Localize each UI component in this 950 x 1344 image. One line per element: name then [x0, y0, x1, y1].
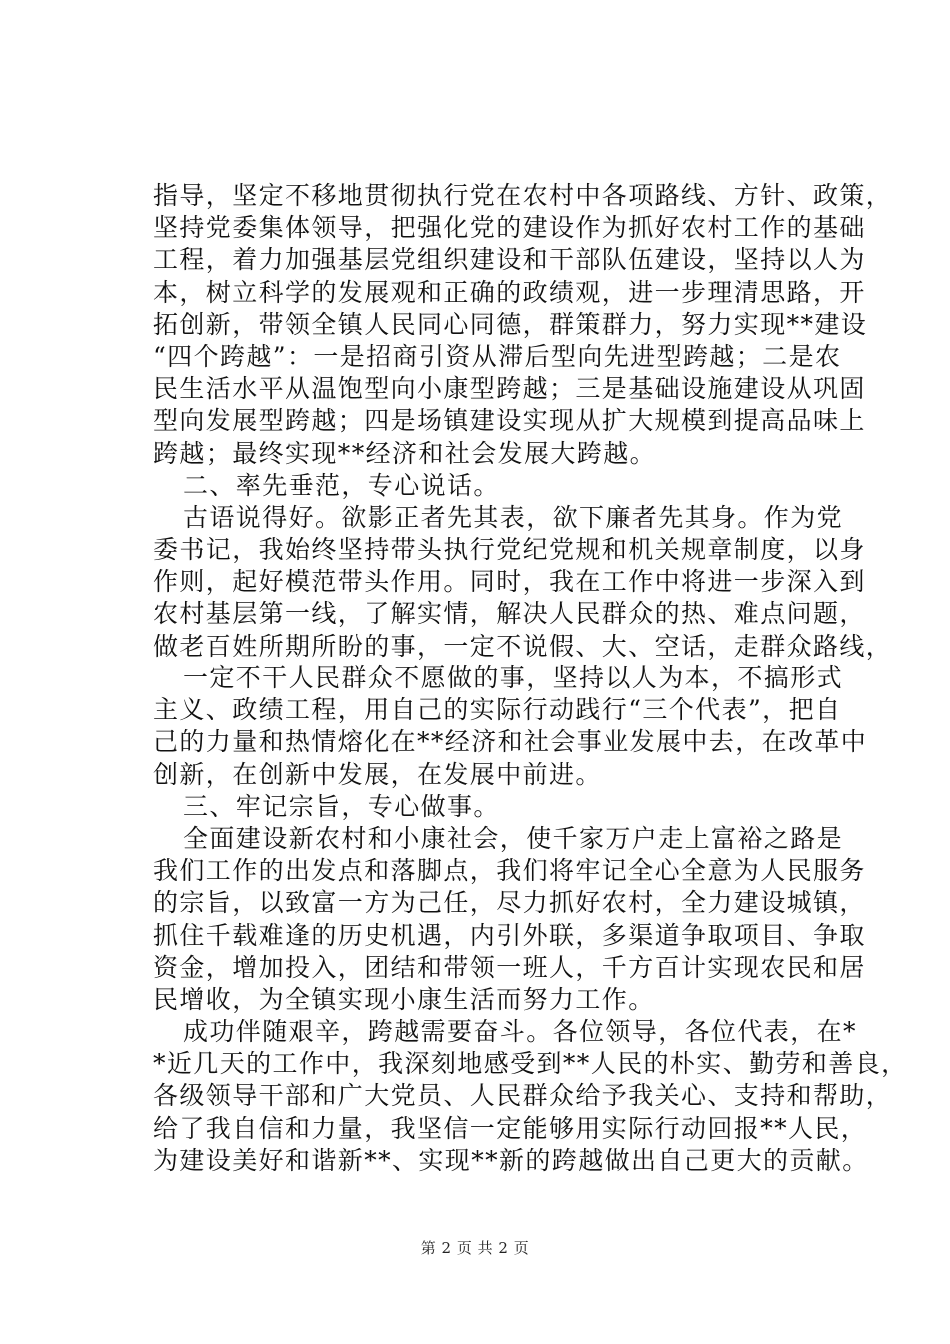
text-line: 抓住千载难逢的历史机遇，内引外联，多渠道争取项目、争取 — [153, 920, 866, 950]
text-line: 为建设美好和谐新**、实现**新的跨越做出自己更大的贡献。 — [153, 1145, 869, 1175]
body-text-block-2 — [153, 662, 908, 1177]
text-line: 指导，坚定不移地贯彻执行党在农村中各项路线、方针、政策， — [153, 181, 893, 210]
text-line: 一定不干人民群众不愿做的事，坚持以人为本，不搞形式 — [183, 663, 844, 692]
section-heading-2: 二、率先垂范，专心说话。 — [183, 470, 500, 500]
text-line: 做老百姓所期所盼的事，一定不说假、大、空话，走群众路线， — [153, 631, 893, 661]
text-line: “四个跨越”：一是招商引资从滞后型向先进型跨越；二是农 — [153, 341, 842, 371]
text-line: 己的力量和热情熔化在**经济和社会事业发展中去，在改革中 — [153, 727, 868, 757]
text-line: 本，树立科学的发展观和正确的政绩观，进一步理清思路，开 — [153, 277, 866, 307]
text-line: 古语说得好。欲影正者先其表，欲下廉者先其身。作为党 — [183, 502, 844, 532]
body-text-block-1 — [153, 180, 893, 663]
text-line: 资金，增加投入，团结和带领一班人，千方百计实现农民和居 — [153, 952, 866, 982]
section-heading-3: 三、牢记宗旨，专心做事。 — [183, 791, 500, 821]
text-line: 工程，着力加强基层党组织建设和干部队伍建设，坚持以人为 — [153, 245, 866, 275]
text-line: 成功伴随艰辛，跨越需要奋斗。各位领导，各位代表，在* — [183, 1017, 857, 1047]
text-line: 我们工作的出发点和落脚点，我们将牢记全心全意为人民服务 — [153, 856, 866, 886]
text-line: 民生活水平从温饱型向小康型跨越；三是基础设施建设从巩固 — [153, 374, 866, 404]
text-line: 给了我自信和力量，我坚信一定能够用实际行动回报**人民， — [153, 1113, 868, 1143]
text-line: 的宗旨，以致富一方为己任，尽力抓好农村，全力建设城镇， — [153, 888, 866, 918]
text-line: 主义、政绩工程，用自己的实际行动践行“三个代表”，把自 — [153, 695, 842, 725]
text-line: *近几天的工作中，我深刻地感受到**人民的朴实、勤劳和善良， — [153, 1049, 908, 1079]
text-line: 创新，在创新中发展，在发展中前进。 — [153, 759, 602, 789]
text-line: 作则，起好模范带头作用。同时，我在工作中将进一步深入到 — [153, 567, 866, 597]
text-line: 民增收，为全镇实现小康生活而努力工作。 — [153, 984, 655, 1014]
text-line: 农村基层第一线，了解实情，解决人民群众的热、难点问题， — [153, 599, 866, 629]
text-line: 跨越；最终实现**经济和社会发展大跨越。 — [153, 438, 657, 468]
text-line: 各级领导干部和广大党员、人民群众给予我关心、支持和帮助， — [153, 1081, 893, 1111]
text-line: 坚持党委集体领导，把强化党的建设作为抓好农村工作的基础 — [153, 213, 866, 243]
text-line: 委书记，我始终坚持带头执行党纪党规和机关规章制度，以身 — [153, 535, 866, 565]
text-line: 拓创新，带领全镇人民同心同德，群策群力，努力实现**建设 — [153, 309, 868, 339]
text-line: 全面建设新农村和小康社会，使千家万户走上富裕之路是 — [183, 823, 844, 853]
text-line: 型向发展型跨越；四是场镇建设实现从扩大规模到提高品味上 — [153, 406, 866, 436]
page-number-footer: 第 2 页 共 2 页 — [420, 1239, 530, 1257]
